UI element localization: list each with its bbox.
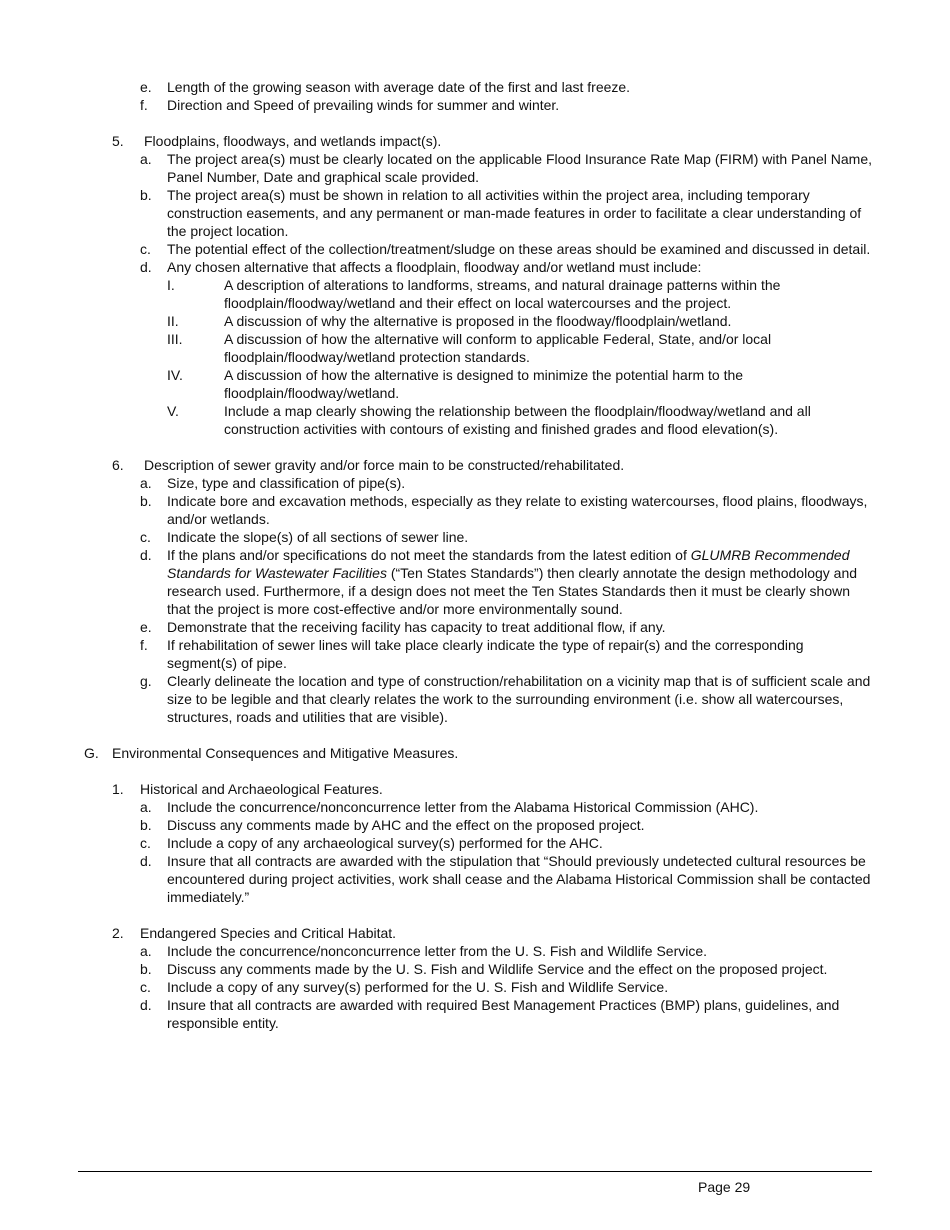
item-text (167, 546, 872, 618)
item-text: The potential effect of the collection/treatment/sludge on these areas should be examined and discussed in detail. (167, 241, 871, 257)
list-item (0, 330, 950, 366)
item-text: Size, type and classification of pipe(s). (167, 475, 406, 491)
item-text: A description of alterations to landforms, streams, and natural drainage patterns within the floodplain/floodway/wetland and their effect on local watercourses and the project. (224, 277, 781, 311)
item-text: Insure that all contracts are awarded with the stipulation that “Should previously undetected cultural resources be encountered during project activities, work shall cease and the Alabama Historical Commission shall be contacted immediately.” (167, 853, 871, 905)
item-marker: 5. (112, 133, 124, 149)
list-item (0, 312, 950, 330)
footer-rule (78, 1171, 872, 1172)
list-item (0, 276, 950, 312)
subsection-heading-2 (0, 924, 950, 942)
list-item (0, 546, 950, 618)
floodplain-items (0, 150, 950, 276)
list-item (0, 618, 950, 636)
alternative-requirements (0, 276, 950, 438)
item-text: Direction and Speed of prevailing winds for summer and winter. (167, 97, 560, 113)
item-marker: f. (140, 637, 148, 653)
item-marker: e. (140, 619, 152, 635)
item-text: Discuss any comments made by the U. S. Fish and Wildlife Service and the effect on the proposed project. (167, 961, 828, 977)
list-item (0, 852, 950, 906)
list-item (0, 492, 950, 528)
item-text-part: If the plans and/or specifications do not meet the standards from the latest edition of (167, 547, 691, 563)
item-text: Environmental Consequences and Mitigative Measures. (112, 745, 459, 761)
item-text: Indicate bore and excavation methods, especially as they relate to existing watercourses, flood plains, floodways, and/or wetlands. (167, 493, 868, 527)
list-item (0, 186, 950, 240)
item-text: If rehabilitation of sewer lines will take place clearly indicate the type of repair(s) and the corresponding segment(s) of pipe. (167, 637, 804, 671)
item-marker: a. (140, 799, 152, 815)
item-text: A discussion of how the alternative will conform to applicable Federal, State, and/or local floodplain/floodway/wetland protection standards. (224, 331, 772, 365)
item-marker: 6. (112, 457, 124, 473)
item-marker: V. (167, 403, 179, 419)
item-text: Floodplains, floodways, and wetlands impact(s). (144, 133, 442, 149)
item-text: Include the concurrence/nonconcurrence letter from the U. S. Fish and Wildlife Service. (167, 943, 708, 959)
list-item (0, 96, 950, 114)
page-content (0, 78, 950, 1032)
item-marker: I. (167, 277, 175, 293)
item-marker: c. (140, 241, 151, 257)
page-number: Page 29 (698, 1179, 751, 1195)
item-text: Include a map clearly showing the relationship between the floodplain/floodway/wetland and all construction activities with contours of existing and finished grades and flood elevation(s). (224, 403, 811, 437)
item-text: Length of the growing season with average date of the first and last freeze. (167, 79, 631, 95)
list-item (0, 978, 950, 996)
item-text: Discuss any comments made by AHC and the effect on the proposed project. (167, 817, 645, 833)
item-marker: III. (167, 331, 183, 347)
historical-items (0, 798, 950, 906)
publication-title: GLUMRB Recommended Standards for Wastewater Facilities (167, 547, 850, 581)
list-item (0, 798, 950, 816)
item-marker: c. (140, 529, 151, 545)
item-text: Endangered Species and Critical Habitat. (140, 925, 397, 941)
item-marker: e. (140, 79, 152, 95)
item-text: Indicate the slope(s) of all sections of sewer line. (167, 529, 469, 545)
item-text: Demonstrate that the receiving facility has capacity to treat additional flow, if any. (167, 619, 666, 635)
item-text-part: (“Ten States Standards”) then clearly annotate the design methodology and research used. Furthermore, if a design does not meet the Ten States Standards then it must be clearly shown that the project is more cost-effective and/or more environmentally sound. (167, 565, 858, 617)
item-marker: a. (140, 943, 152, 959)
item-text: A discussion of how the alternative is designed to minimize the potential harm to the floodplain/floodway/wetland. (224, 367, 744, 401)
item-marker: b. (140, 493, 152, 509)
item-text: Insure that all contracts are awarded with required Best Management Practices (BMP) plans, guidelines, and responsible entity. (167, 997, 840, 1031)
subsection-heading-1 (0, 780, 950, 798)
list-item (0, 240, 950, 258)
item-text: The project area(s) must be shown in relation to all activities within the project area, including temporary construction easements, and any permanent or man-made features in order to facilitate a clear understanding of the project location. (167, 187, 862, 239)
item-text: Historical and Archaeological Features. (140, 781, 383, 797)
sewer-items (0, 474, 950, 726)
item-text: Description of sewer gravity and/or force main to be constructed/rehabilitated. (144, 457, 625, 473)
list-item (0, 528, 950, 546)
list-item (0, 834, 950, 852)
item-text: Clearly delineate the location and type of construction/rehabilitation on a vicinity map that is of sufficient scale and size to be legible and that clearly relates the work to the surrounding environment (i.e. show all watercourses, structures, roads and utilities that are visible). (167, 673, 871, 725)
item-marker: d. (140, 853, 152, 869)
list-item (0, 150, 950, 186)
item-text: Any chosen alternative that affects a floodplain, floodway and/or wetland must include: (167, 259, 702, 275)
endangered-species-items (0, 942, 950, 1032)
item-marker: b. (140, 817, 152, 833)
section-heading-5 (0, 132, 950, 150)
list-item (0, 672, 950, 726)
climate-items-continued (0, 78, 950, 114)
item-marker: b. (140, 961, 152, 977)
item-marker: c. (140, 835, 151, 851)
item-marker: a. (140, 151, 152, 167)
item-text: Include a copy of any survey(s) performed for the U. S. Fish and Wildlife Service. (167, 979, 669, 995)
item-marker: IV. (167, 367, 183, 383)
list-item (0, 258, 950, 276)
item-marker: G. (84, 745, 99, 761)
item-marker: a. (140, 475, 152, 491)
item-marker: d. (140, 259, 152, 275)
item-marker: b. (140, 187, 152, 203)
item-text: The project area(s) must be clearly located on the applicable Flood Insurance Rate Map (FIRM) with Panel Name, Panel Number, Date and graphical scale provided. (167, 151, 872, 185)
item-marker: g. (140, 673, 152, 689)
list-item (0, 960, 950, 978)
list-item (0, 78, 950, 96)
list-item (0, 474, 950, 492)
list-item (0, 816, 950, 834)
item-marker: c. (140, 979, 151, 995)
item-text: Include the concurrence/nonconcurrence letter from the Alabama Historical Commission (AHC). (167, 799, 759, 815)
item-marker: f. (140, 97, 148, 113)
item-text: A discussion of why the alternative is proposed in the floodway/floodplain/wetland. (224, 313, 732, 329)
section-heading-g (0, 744, 950, 762)
list-item (0, 366, 950, 402)
item-marker: 2. (112, 925, 124, 941)
item-text: Include a copy of any archaeological survey(s) performed for the AHC. (167, 835, 603, 851)
item-marker: d. (140, 997, 152, 1013)
list-item (0, 942, 950, 960)
item-marker: II. (167, 313, 179, 329)
item-marker: d. (140, 547, 152, 563)
item-marker: 1. (112, 781, 124, 797)
list-item (0, 996, 950, 1032)
list-item (0, 402, 950, 438)
section-heading-6 (0, 456, 950, 474)
list-item (0, 636, 950, 672)
